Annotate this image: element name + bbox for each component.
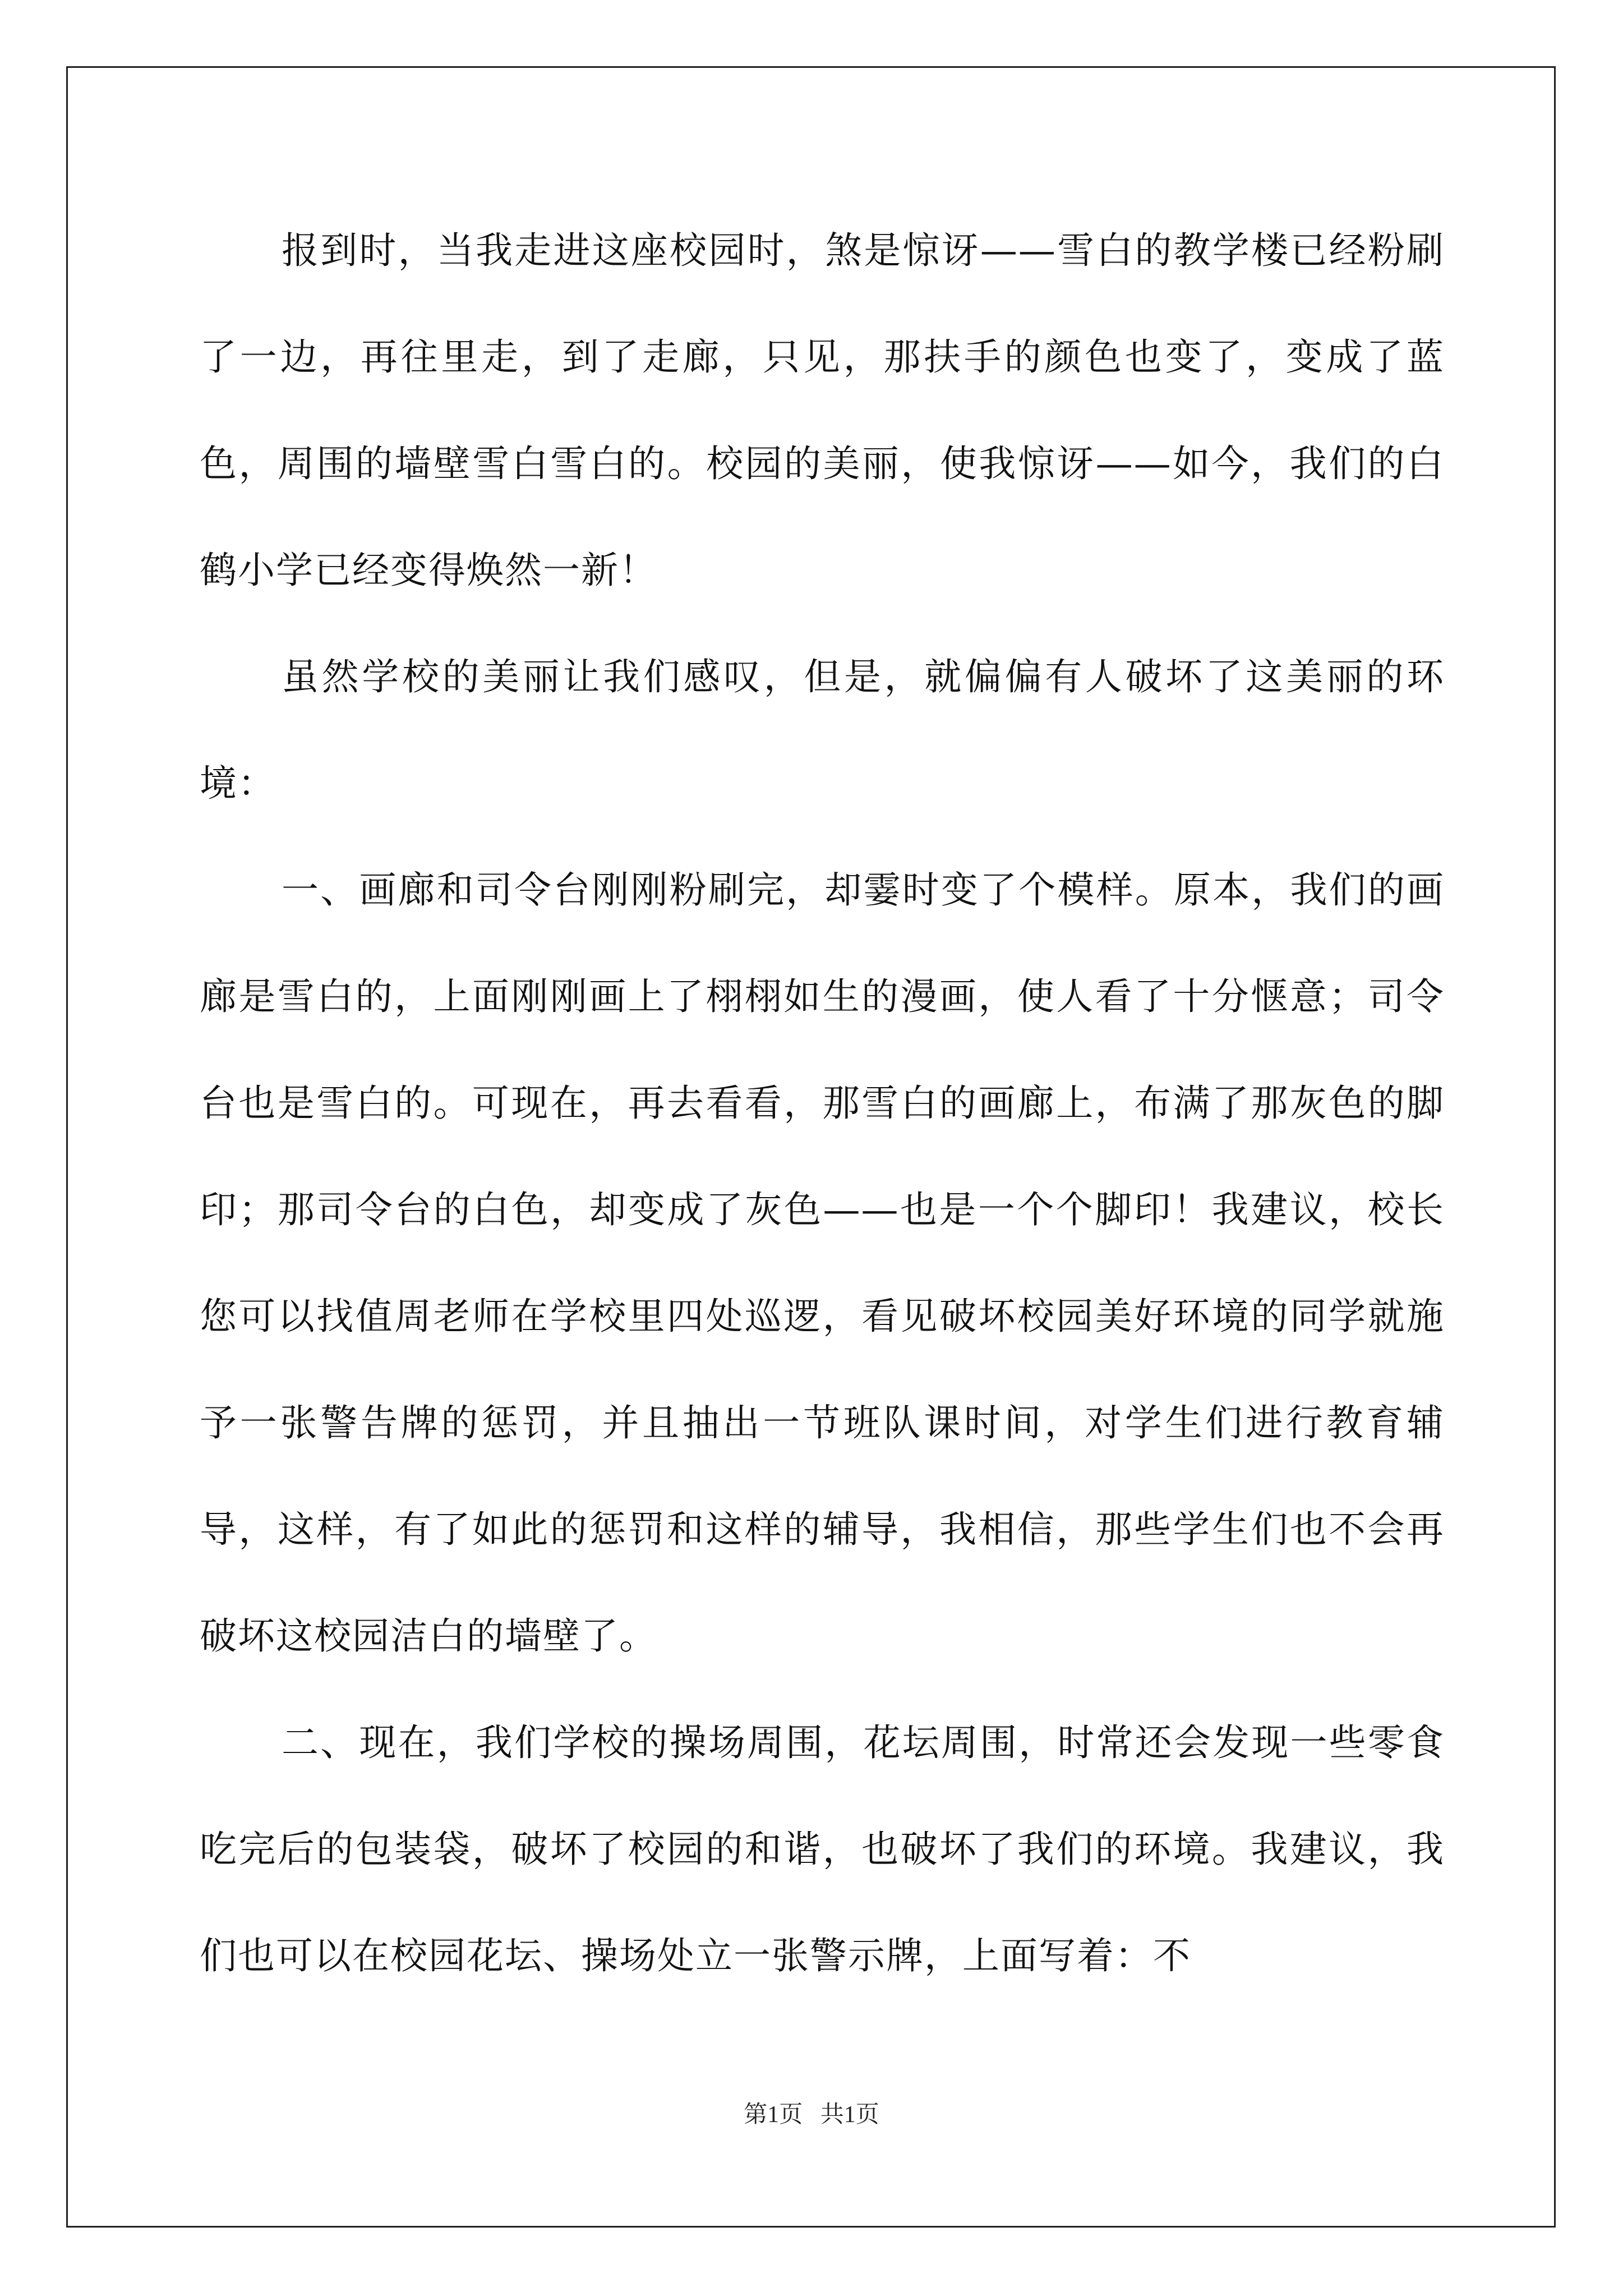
paragraph-2: 虽然学校的美丽让我们感叹，但是，就偏偏有人破坏了这美丽的环境： — [200, 655, 1445, 805]
paragraph-3: 一、画廊和司令台刚刚粉刷完，却霎时变了个模样。原本，我们的画廊是雪白的，上面刚刚画上了栩栩如生的漫画，使人看了十分惬意；司令台也是雪白的。可现在，再去看看，那雪白的画廊上，布满了那灰色的脚印；那司令台的白色，却变成了灰色——也是一个个脚印！我建议，校长您可以找值周老师在学校里四处巡逻，看见破坏校园美好环境的同学就施予一张警告牌的惩罚，并且抽出一节班队课时间，对学生们进行教育辅导，这样，有了如此的惩罚和这样的辅导，我相信，那些学生们也不会再破坏这校园洁白的墙壁了。 — [200, 868, 1445, 1658]
page-number-footer: 第1页 共1页 — [744, 2102, 879, 2128]
paragraph-1: 报到时，当我走进这座校园时，煞是惊讶——雪白的教学楼已经粉刷了一边，再往里走，到了走廊，只见，那扶手的颜色也变了，变成了蓝色，周围的墙壁雪白雪白的。校园的美丽，使我惊讶——如今，我们的白鹤小学已经变得焕然一新！ — [200, 229, 1445, 592]
paragraph-4: 二、现在，我们学校的操场周围，花坛周围，时常还会发现一些零食吃完后的包装袋，破坏了校园的和谐，也破坏了我们的环境。我建议，我们也可以在校园花坛、操场处立一张警示牌，上面写着：不 — [200, 1721, 1445, 1977]
document-body — [200, 197, 1445, 2009]
